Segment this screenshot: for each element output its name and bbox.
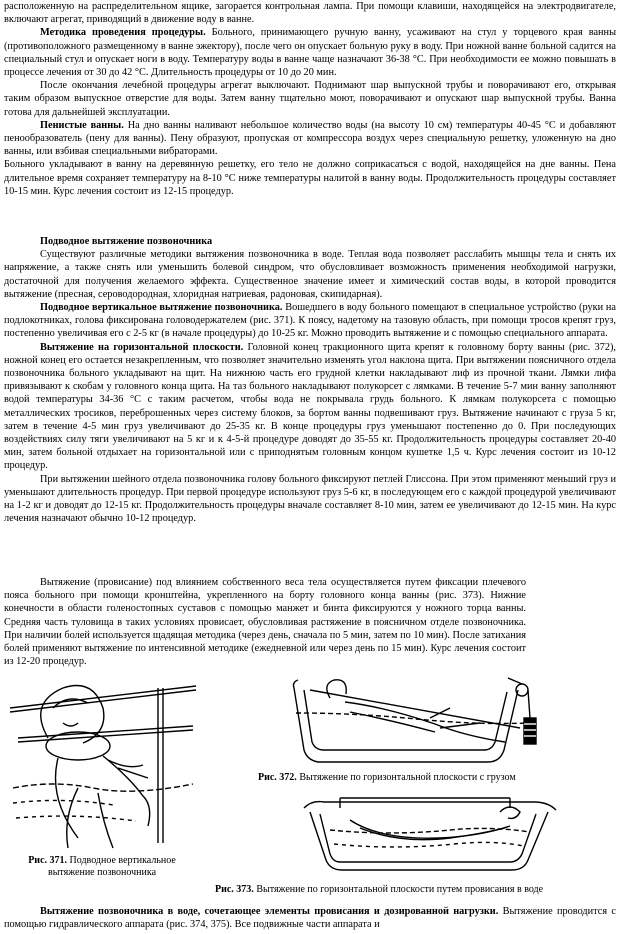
text-block-section <box>4 235 616 525</box>
paragraph-top: расположенную на распределительном ящике, загорается контрольная лампа. При помощи клавиши, находящейся на электродвигателе, включают агрегат, приводящий в движение воду в ванне. <box>4 1 616 26</box>
figure-372-caption: Рис. 372. Вытяжение по горизонтальной плоскости с грузом <box>258 772 516 783</box>
figure-373-caption: Рис. 373. Вытяжение по горизонтальной плоскости путем провисания в воде <box>215 884 544 895</box>
section-title: Подводное вытяжение позвоночника <box>40 236 213 247</box>
paragraph-foam: Пенистые ванны. На дно ванны наливают небольшое количество воды (на высоту 10 см) температуры 40-45 °С и добавляют пенообразователь (пену для ванны). Пену образуют, пропуская от компрессора воздух через специальную решетку, уложенную на дно ванны, или взбивая специальными вибраторами. <box>4 119 616 158</box>
paragraph-after: После окончания лечебной процедуры агрегат выключают. Поднимают шар выпускной трубы и поворачивают его, открывая таким образом выпускное отверстие для воды. Затем ванну тщательно моют, поворачивают и опускают шар выпускной трубы. Ванна готова для дальнейшей эксплуатации. <box>4 80 616 118</box>
paragraph-method: Методика проведения процедуры. Больного, принимающего ручную ванну, усаживают на стул у торцевого края ванны (противоположного размещенному в ванне эжектору), после чего он опускает больную руку в воду. При ножной ванне больной садится на специальный стул и опускает ноги в воду. Температуру воды в ванне чаще назначают 36-38 °С. При необходимости ее можно повышать в процессе лечения от 30 до 42 °С. Длительность процедуры от 10 до 20 мин. <box>4 27 616 79</box>
text-block-top <box>4 0 616 198</box>
paragraph-sag-a: Вытяжение (провисание) под влиянием собственного веса тела осуществляется путем фиксации плечевого пояса больного при помощи кронштейна, укрепленного на борту головного конца ванны (рис. 373). Нижние конечности в области голеностопных суставов с помощью манжет и бинта фиксируются у ножного торца ванны. Средняя часть туловища в таких условиях провисает, обусловливая растяжение в поясничном отделе позвоночника. При наличии болей используется щадящая методика (через день, сначала по 5 мин, затем по 10 мин). После затихания болей применяют вытяжение по интенсивной методике (ежедневной или через день по 15 мин). Курс лечения состоит из 12-20 процедур. <box>4 577 526 668</box>
figure-371-illustration <box>8 668 198 853</box>
paragraph-vertical: Подводное вертикальное вытяжение позвоночника. Вошедшего в воду больного помещают в специальное устройство (руки на подлокотниках, голова фиксирована головодержателем (рис. 371). К поясу, надетому на тазовую область, при помощи тросов крепят груз, постепенно увеличивая его с 2-5 кг (в начале процедуры) до 10-25 кг. Можно проводить вытяжение и с помощью специального аппарата. <box>4 302 617 340</box>
paragraph-foam-2: Больного укладывают в ванну на деревянную решетку, его тело не должно соприкасаться с водой, находящейся на дне ванны. Пена длительное время сохраняет температуру на 8-10 °С ниже температуры налитой в ванну воды. Продолжительность процедуры составляет 10-15 мин. Курс лечения состоит из 12-15 процедур. <box>4 159 616 197</box>
figure-371-caption: Рис. 371. Подводное вертикальное вытяжение позвоночника <box>28 855 176 879</box>
paragraph-intro: Существуют различные методики вытяжения позвоночника в воде. Теплая вода позволяет расслабить мышцы тела и снять их напряжение, а также снять или уменьшить болевой синдром, что обусловливает возможность применения необходимой нагрузки, достаточной для получения желаемого эффекта. Существенное значение имеет и химический состав воды, в которой проводится вытяжение (пресная, сероводородная, хлоридная натриевая, радоновая, скипидарная). <box>4 249 616 300</box>
text-block-sag <box>4 576 616 668</box>
figure-372-illustration <box>290 668 552 768</box>
paragraph-horizontal: Вытяжение на горизонтальной плоскости. Головной конец тракционного щита крепят к головному борту ванны (рис. 372), ножной конец его остается незакрепленным, что позволяет значительно изменять угол наклона щита. При вытяжении поясничного отдела позвоночника больного укладывают на щит. На нижнюю часть его грудной клетки накладывают лиф из прочной ткани. Лямки лифа привязывают к скобам у головного конца щита. На таз больного накладывают полукорсет с лямками. В течение 5-7 мин ванну заполняют водой температуры 34-36 °С с таким расчетом, чтобы вода не покрывала грудь больного. К лямкам полукорсета с помощью металлических тросиков, переброшенных через систему блоков, за бортом ванны подвешивают груз. Вытяжение начинают с груза 5 кг, затем в течение 4-5 мин груз увеличивают до 25-35 кг. В конце процедуры груз уменьшают постепенно до 0. При последующих воздействиях силу тяги увеличивают на 5 кг и к 4-5-й процедуре доводят до 35-55 кг. Продолжительность процедуры составляет 20-40 мин, затем больной отдыхает на горизонтальной или с приподнятым головным концом кушетке 1,5 ч. Курс лечения состоит из 10-12 процедур. <box>4 341 616 472</box>
paragraph-last: Вытяжение позвоночника в воде, сочетающее элементы провисания и дозированной нагрузки. Вытяжение проводится с помощью гидравлического аппарата (рис. 374, 375). Все подвижные части аппарата и <box>4 906 616 931</box>
text-block-bottom <box>4 905 616 931</box>
figure-373-illustration <box>300 790 560 878</box>
paragraph-neck: При вытяжении шейного отдела позвоночника голову больного фиксируют петлей Глиссона. При этом применяют меньший груз и уменьшают длительность процедур. При первой процедуре используют груз 5-6 кг, в последующем его с каждой процедурой увеличивают на 1-2 кг и доводят до 12-15 кг. Продолжительность процедуры вначале составляет 8-10 мин, затем ее увеличивают до 12-15 мин. На курс лечения назначают обычно 10-12 процедур. <box>4 473 616 525</box>
